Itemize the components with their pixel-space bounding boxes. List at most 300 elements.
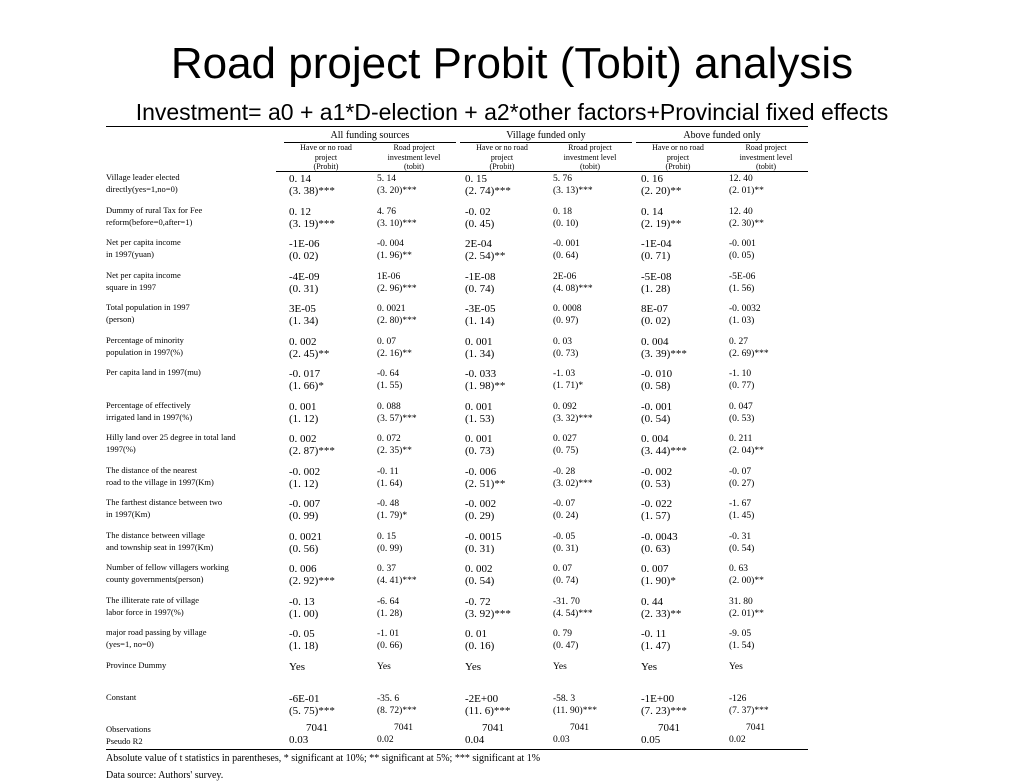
t-statistic: (7. 23)*** <box>641 705 687 717</box>
coefficient: 0. 0021 <box>377 304 406 314</box>
table-cell <box>729 466 754 490</box>
t-statistic: (3. 44)*** <box>641 445 687 457</box>
coefficient: 2E-04 <box>465 238 492 250</box>
row-label <box>106 594 276 618</box>
t-statistic: (1. 28) <box>377 608 403 619</box>
t-statistic: (1. 12) <box>289 477 319 490</box>
row-label <box>106 366 276 378</box>
t-statistic: (1. 03) <box>729 316 755 326</box>
coefficient: -35. 6 <box>377 694 400 704</box>
table-cell <box>729 661 743 673</box>
t-statistic: (0. 71) <box>641 250 671 262</box>
observations-value: 7041 <box>482 721 504 734</box>
column-header <box>634 143 722 171</box>
row-label-line: Percentage of effectively <box>106 399 191 410</box>
table-cell <box>289 433 335 457</box>
coefficient: 0. 006 <box>289 563 317 575</box>
column-header-line: project <box>314 152 338 162</box>
row-label-line: labor force in 1997(%) <box>106 606 184 617</box>
t-statistic: (2. 96)*** <box>377 283 417 294</box>
coefficient: -5E-08 <box>641 270 672 283</box>
observations-value: 7041 <box>658 721 680 734</box>
table-cell <box>465 466 505 490</box>
t-statistic: (1. 96)** <box>377 251 412 261</box>
table-cell <box>641 596 681 620</box>
table-cell <box>641 498 672 522</box>
row-label-line: (person) <box>106 314 135 324</box>
coefficient: -0. 007 <box>289 498 321 510</box>
coefficient: -1E-04 <box>641 238 672 250</box>
t-statistic: (0. 97) <box>553 316 579 326</box>
table-cell <box>641 173 681 197</box>
column-header-line: Rroad project <box>568 143 612 152</box>
table-cell <box>641 466 672 490</box>
coefficient: -4E-09 <box>289 270 320 283</box>
table-cell <box>553 433 578 457</box>
coefficient: -0. 002 <box>289 465 321 478</box>
t-statistic: (1. 14) <box>465 315 495 327</box>
coefficient: -0. 11 <box>377 466 399 477</box>
coefficient: 0. 001 <box>289 400 317 413</box>
coefficient: 8E-07 <box>641 303 668 315</box>
row-label-line: Village leader elected <box>106 172 180 182</box>
coefficient: -1E+00 <box>641 693 675 705</box>
t-statistic: (1. 56) <box>729 283 755 294</box>
coefficient: Yes <box>289 660 306 673</box>
table-top-rule <box>106 126 808 127</box>
table-cell <box>729 173 764 197</box>
coefficient: -0. 28 <box>553 466 576 477</box>
t-statistic: (2. 45)** <box>289 347 330 360</box>
table-cell <box>377 596 402 620</box>
table-cell <box>289 693 335 717</box>
coefficient: -31. 70 <box>553 596 580 607</box>
t-statistic: (1. 90)* <box>641 575 676 587</box>
coefficient: -0. 07 <box>729 466 752 477</box>
coefficient: 0. 007 <box>641 563 669 575</box>
coefficient: 0. 002 <box>465 563 493 575</box>
row-label-line: The distance of the nearest <box>106 464 198 475</box>
coefficient: 0. 0008 <box>553 304 582 314</box>
row-label-line: county governments(person) <box>106 574 204 584</box>
table-cell <box>289 466 320 490</box>
t-statistic: (3. 02)*** <box>553 478 593 489</box>
table-cell <box>465 368 505 392</box>
table-cell <box>553 531 578 555</box>
table-cell <box>377 206 417 230</box>
coefficient: 12. 40 <box>729 206 753 217</box>
table-cell <box>377 628 402 652</box>
row-label-line: square in 1997 <box>106 281 157 292</box>
row-label-line: Constant <box>106 692 137 702</box>
t-statistic: (3. 19)*** <box>289 217 335 230</box>
t-statistic: (2. 00)** <box>729 576 764 586</box>
coefficient: -6E-01 <box>289 693 320 705</box>
coefficient: -0. 002 <box>641 465 673 478</box>
coefficient: Yes <box>553 661 567 672</box>
t-statistic: (1. 18) <box>289 640 319 652</box>
coefficient: 0. 03 <box>553 336 572 347</box>
t-statistic: (0. 05) <box>729 251 755 261</box>
table-cell <box>289 173 335 197</box>
table-cell <box>465 628 494 652</box>
coefficient: -0. 31 <box>729 531 752 542</box>
coefficient: -1. 03 <box>553 369 576 379</box>
row-label <box>106 691 276 703</box>
observations-value: 7041 <box>570 722 589 733</box>
t-statistic: (2. 87)*** <box>289 445 335 457</box>
t-statistic: (0. 99) <box>377 543 403 554</box>
t-statistic: (2. 04)** <box>729 446 764 456</box>
row-label <box>106 236 276 260</box>
t-statistic: (3. 13)*** <box>553 186 593 196</box>
table-cell <box>553 466 593 490</box>
t-statistic: (3. 20)*** <box>377 186 417 196</box>
t-statistic: (4. 41)*** <box>377 576 417 586</box>
coefficient: -0. 004 <box>377 239 404 249</box>
table-cell <box>465 433 494 457</box>
row-label-line: major road passing by village <box>106 627 207 637</box>
row-label-line: Hilly land over 25 degree in total land <box>106 432 236 442</box>
coefficient: 5. 14 <box>377 174 396 184</box>
table-cell <box>377 401 417 425</box>
coefficient: -1E-08 <box>465 270 496 283</box>
table-cell <box>553 336 578 360</box>
row-label <box>106 431 276 455</box>
coefficient: 0. 001 <box>465 335 493 348</box>
row-label <box>106 496 276 520</box>
table-cell <box>289 401 318 425</box>
t-statistic: (5. 75)*** <box>289 705 335 717</box>
column-header-line: project <box>666 152 690 162</box>
table-cell <box>553 238 580 262</box>
coefficient: 0. 027 <box>553 434 577 444</box>
column-header <box>282 143 370 171</box>
table-cell <box>465 693 510 717</box>
t-statistic: (1. 28) <box>641 282 671 295</box>
column-header-line: Have or no road <box>652 143 704 152</box>
coefficient: 0. 12 <box>289 205 311 218</box>
t-statistic: (2. 74)*** <box>465 185 511 197</box>
coefficient: -0. 002 <box>465 498 497 510</box>
observations-value: 7041 <box>394 722 413 733</box>
table-cell <box>641 628 670 652</box>
coefficient: -126 <box>729 694 747 704</box>
table-cell <box>553 206 578 230</box>
table-cell <box>641 206 681 230</box>
coefficient: 0. 16 <box>641 173 663 185</box>
table-cell <box>377 661 391 673</box>
table-cell <box>377 336 412 360</box>
table-cell <box>377 271 417 295</box>
row-label <box>106 334 276 358</box>
t-statistic: (3. 32)*** <box>553 413 593 424</box>
table-cell <box>641 401 672 425</box>
t-statistic: (1. 34) <box>465 347 495 360</box>
table-cell <box>465 563 494 587</box>
table-cell <box>553 173 593 197</box>
coefficient: Yes <box>729 661 743 672</box>
row-label-line: Dummy of rural Tax for Fee <box>106 204 203 215</box>
coefficient: -0. 022 <box>641 498 673 510</box>
table-cell <box>641 271 672 295</box>
t-statistic: (0. 24) <box>553 511 579 521</box>
t-statistic: (2. 01)** <box>729 608 764 619</box>
row-label-line: in 1997(Km) <box>106 509 151 519</box>
row-label <box>106 301 276 325</box>
t-statistic: (2. 92)*** <box>289 575 335 587</box>
coefficient: -0. 006 <box>465 465 497 478</box>
coefficient: -1. 01 <box>377 629 400 639</box>
table-cell <box>553 401 593 425</box>
table-cell <box>377 498 407 522</box>
t-statistic: (2. 69)*** <box>729 348 769 359</box>
coefficient: -0. 13 <box>289 595 315 608</box>
table-cell <box>289 563 335 587</box>
column-header-line: investment level <box>563 152 617 162</box>
t-statistic: (3. 10)*** <box>377 218 417 229</box>
t-statistic: (0. 74) <box>465 282 495 295</box>
coefficient: -0. 0043 <box>641 530 678 543</box>
table-cell <box>289 368 324 392</box>
coefficient: 0. 088 <box>377 401 401 412</box>
t-statistic: (0. 75) <box>553 446 579 456</box>
t-statistic: (0. 63) <box>641 542 671 555</box>
t-statistic: (1. 79)* <box>377 511 408 521</box>
t-statistic: (2. 51)** <box>465 477 506 490</box>
t-statistic: (1. 12) <box>289 412 319 425</box>
coefficient: 0. 072 <box>377 434 401 444</box>
table-cell <box>465 271 496 295</box>
coefficient: -0. 02 <box>465 205 491 218</box>
pseudo-r2-value: 0.05 <box>641 733 661 746</box>
column-header <box>722 143 810 171</box>
t-statistic: (1. 55) <box>377 381 403 391</box>
column-header-line: project <box>490 152 514 162</box>
table-cell <box>377 303 417 327</box>
coefficient: -3E-05 <box>465 303 496 315</box>
pseudo-r2-label: Pseudo R2 <box>106 735 143 746</box>
row-label <box>106 464 276 488</box>
table-cell <box>465 401 494 425</box>
t-statistic: (0. 31) <box>553 543 579 554</box>
t-statistic: (1. 64) <box>377 478 403 489</box>
t-statistic: (2. 01)** <box>729 186 764 196</box>
coefficient: 1E-06 <box>377 271 401 282</box>
t-statistic: (2. 33)** <box>641 607 682 620</box>
table-cell <box>377 238 412 262</box>
coefficient: -1. 10 <box>729 369 752 379</box>
coefficient: 0. 0021 <box>289 530 322 543</box>
table-cell <box>465 661 481 673</box>
table-cell <box>641 661 657 673</box>
coefficient: -0. 001 <box>729 239 756 249</box>
table-bottom-rule <box>106 749 808 750</box>
t-statistic: (0. 54) <box>465 575 495 587</box>
row-label-line: Number of fellow villagers working <box>106 562 229 572</box>
table-cell <box>465 206 494 230</box>
t-statistic: (2. 19)** <box>641 217 682 230</box>
observations-label: Observations <box>106 723 151 734</box>
table-cell <box>729 693 769 717</box>
table-cell <box>553 498 578 522</box>
row-label-line: population in 1997(%) <box>106 346 183 357</box>
table-cell <box>465 498 496 522</box>
t-statistic: (0. 45) <box>465 217 495 230</box>
coefficient: 0. 004 <box>641 335 669 348</box>
group-header: Village funded only <box>506 130 586 141</box>
column-header-line: Have or no road <box>300 143 352 152</box>
row-label-line: irrigated land in 1997(%) <box>106 411 193 422</box>
row-label <box>106 529 276 553</box>
row-label-line: road to the village in 1997(Km) <box>106 476 214 487</box>
table-cell <box>729 433 764 457</box>
row-label-line: directly(yes=1,no=0) <box>106 184 178 194</box>
row-label-line: Province Dummy <box>106 659 167 670</box>
table-cell <box>553 661 567 673</box>
t-statistic: (1. 00) <box>289 607 319 620</box>
row-label <box>106 659 276 671</box>
t-statistic: (0. 02) <box>289 250 319 262</box>
pseudo-r2-value: 0.04 <box>465 733 485 746</box>
t-statistic: (1. 57) <box>641 510 671 522</box>
coefficient: 0. 63 <box>729 564 748 574</box>
row-label-line: Per capita land in 1997(mu) <box>106 367 201 377</box>
t-statistic: (0. 27) <box>729 478 755 489</box>
table-cell <box>377 368 402 392</box>
coefficient: Yes <box>465 660 482 673</box>
table-cell <box>553 271 593 295</box>
coefficient: 0. 44 <box>641 595 663 608</box>
coefficient: 3E-05 <box>289 303 316 315</box>
column-header <box>458 143 546 171</box>
coefficient: -1. 67 <box>729 499 752 509</box>
table-cell <box>729 271 755 295</box>
coefficient: 0. 27 <box>729 336 748 347</box>
t-statistic: (1. 47) <box>641 640 671 652</box>
table-cell <box>641 531 678 555</box>
t-statistic: (0. 73) <box>553 348 579 359</box>
t-statistic: (7. 37)*** <box>729 706 769 716</box>
table-cell <box>641 433 687 457</box>
t-statistic: (0. 54) <box>641 412 671 425</box>
column-header-line: (Probit) <box>489 162 515 171</box>
row-label <box>106 204 276 228</box>
table-cell <box>553 628 578 652</box>
coefficient: 0. 001 <box>465 433 493 445</box>
t-statistic: (0. 53) <box>729 413 755 424</box>
t-statistic: (4. 54)*** <box>553 608 593 619</box>
row-label <box>106 626 276 650</box>
table-cell <box>729 563 764 587</box>
table-cell <box>289 303 318 327</box>
t-statistic: (0. 64) <box>553 251 579 261</box>
t-statistic: (0. 56) <box>289 542 319 555</box>
t-statistic: (2. 16)** <box>377 348 412 359</box>
t-statistic: (3. 39)*** <box>641 347 687 360</box>
row-label <box>106 269 276 293</box>
t-statistic: (0. 73) <box>465 445 495 457</box>
t-statistic: (1. 98)** <box>465 380 506 392</box>
table-cell <box>641 238 672 262</box>
t-statistic: (4. 08)*** <box>553 283 593 294</box>
t-statistic: (11. 6)*** <box>465 705 511 717</box>
table-cell <box>641 303 670 327</box>
table-note: Absolute value of t statistics in parentheses, * significant at 10%; ** significant at 5%; *** significant at 1% <box>106 752 541 764</box>
t-statistic: (0. 53) <box>641 477 671 490</box>
row-label-line: in 1997(yuan) <box>106 249 154 259</box>
column-header <box>546 143 634 171</box>
coefficient: -1E-06 <box>289 238 320 250</box>
table-cell <box>465 336 494 360</box>
t-statistic: (3. 38)*** <box>289 185 335 197</box>
row-label-line: and township seat in 1997(Km) <box>106 541 214 552</box>
t-statistic: (2. 20)** <box>641 185 682 197</box>
row-label-line: reform(before=0,after=1) <box>106 216 193 227</box>
pseudo-r2-value: 0.03 <box>553 734 570 745</box>
table-cell <box>377 693 417 717</box>
coefficient: Yes <box>641 660 658 673</box>
table-cell <box>289 628 318 652</box>
column-header-line: (Probit) <box>313 162 339 171</box>
coefficient: 0. 047 <box>729 401 753 412</box>
group-header: Above funded only <box>683 130 761 141</box>
coefficient: 0. 002 <box>289 335 317 348</box>
coefficient: 0. 14 <box>641 205 663 218</box>
coefficient: 0. 79 <box>553 629 572 639</box>
table-cell <box>729 303 761 327</box>
t-statistic: (1. 45) <box>729 511 755 521</box>
coefficient: 0. 15 <box>465 173 487 185</box>
table-cell <box>729 401 754 425</box>
t-statistic: (1. 66)* <box>289 380 324 392</box>
coefficient: 0. 07 <box>553 564 572 574</box>
table-cell <box>729 206 764 230</box>
table-cell <box>729 531 754 555</box>
table-cell <box>289 238 320 262</box>
column-header-line: investment level <box>739 152 793 162</box>
coefficient: 12. 40 <box>729 174 753 184</box>
coefficient: 0. 15 <box>377 531 396 542</box>
t-statistic: (0. 54) <box>729 543 755 554</box>
table-cell <box>377 466 402 490</box>
row-label <box>106 171 276 195</box>
table-cell <box>465 303 496 327</box>
t-statistic: (2. 30)** <box>729 218 764 229</box>
row-label-line: 1997(%) <box>106 444 136 454</box>
coefficient: -0. 017 <box>289 368 321 380</box>
observations-value: 7041 <box>306 721 328 734</box>
t-statistic: (11. 90)*** <box>553 706 597 716</box>
t-statistic: (1. 34) <box>289 315 319 327</box>
coefficient: 0. 01 <box>465 628 487 640</box>
coefficient: 0. 004 <box>641 433 669 445</box>
coefficient: -6. 64 <box>377 596 400 607</box>
table-note: Data source: Authors' survey. <box>106 769 224 781</box>
t-statistic: (2. 35)** <box>377 446 412 456</box>
t-statistic: (0. 31) <box>289 282 319 295</box>
coefficient: 0. 37 <box>377 564 396 574</box>
t-statistic: (1. 53) <box>465 412 495 425</box>
t-statistic: (0. 16) <box>465 640 495 652</box>
coefficient: 4. 76 <box>377 206 396 217</box>
coefficient: -5E-06 <box>729 271 756 282</box>
table-cell <box>465 173 511 197</box>
coefficient: 0. 211 <box>729 434 753 444</box>
t-statistic: (3. 57)*** <box>377 413 417 424</box>
coefficient: 0. 092 <box>553 401 577 412</box>
t-statistic: (0. 77) <box>729 381 755 391</box>
